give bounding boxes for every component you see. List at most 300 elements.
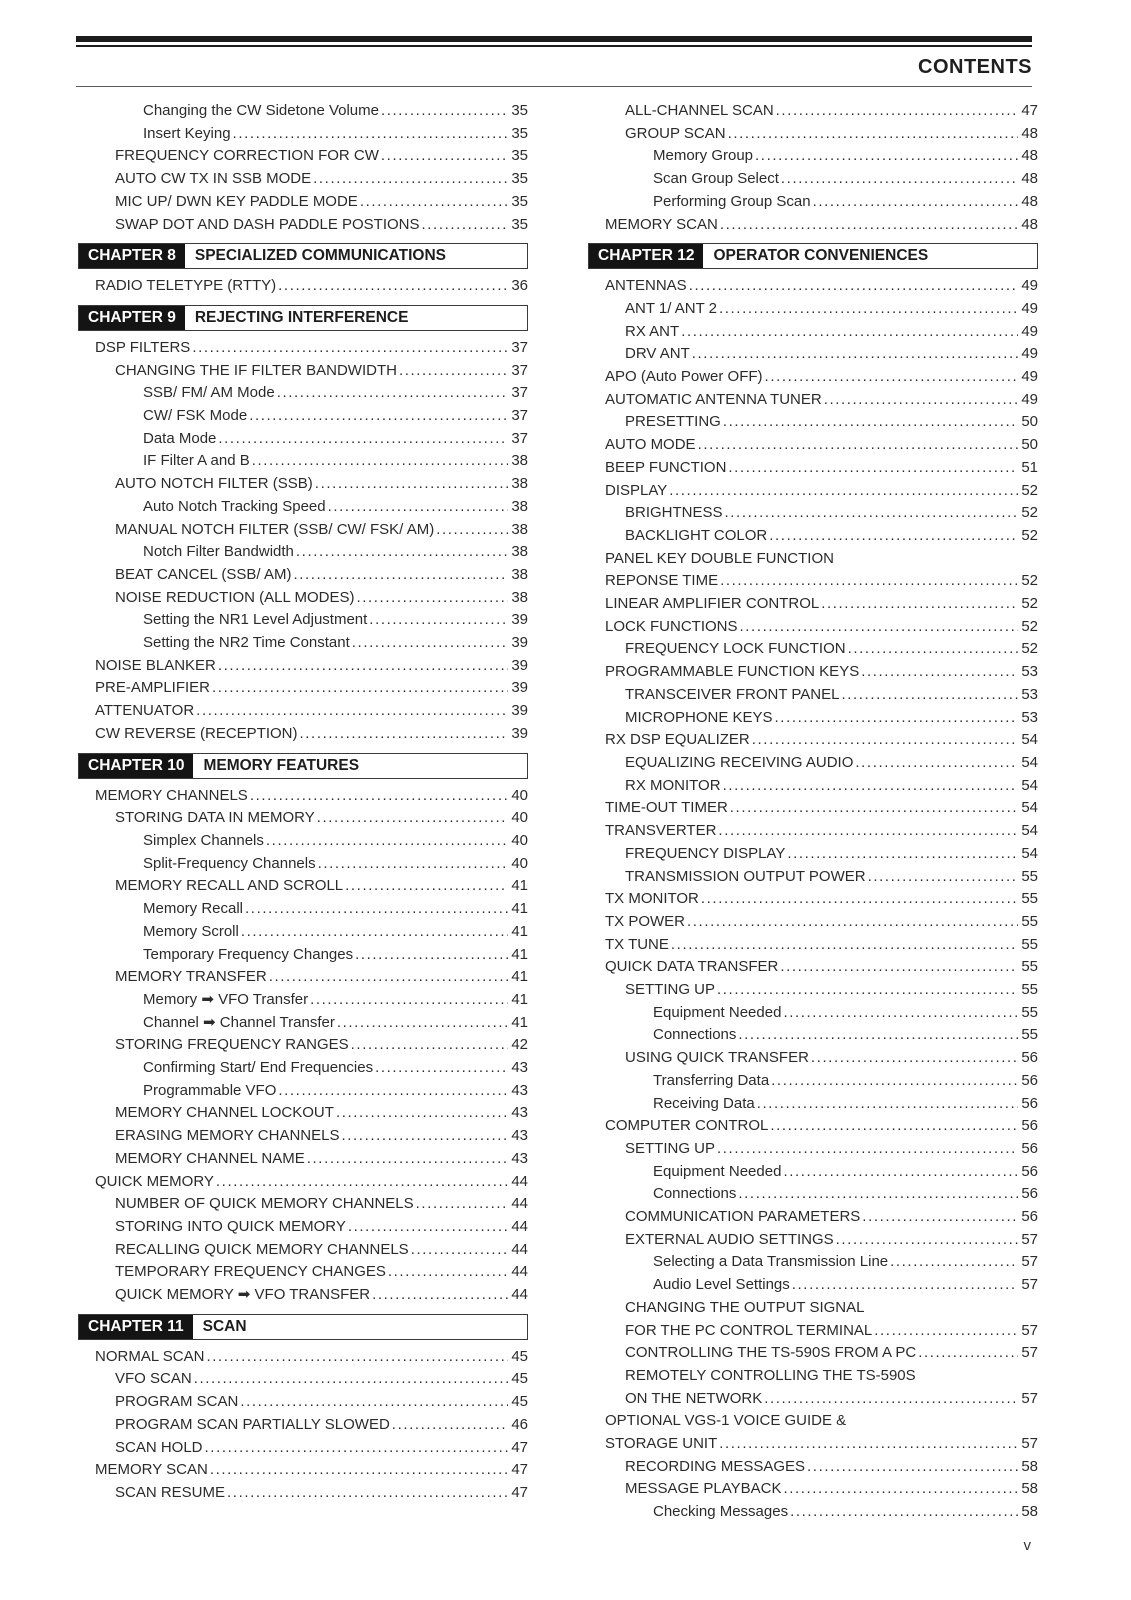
toc-entry-text: AUTO CW TX IN SSB MODE (115, 170, 312, 188)
toc-entry-text: Channel ➡ Channel Transfer (143, 1013, 335, 1031)
toc-entry (588, 1297, 1038, 1320)
toc-page-number: 53 (1021, 685, 1038, 703)
toc-page-number: 43 (511, 1149, 528, 1167)
toc-entry-text: MANUAL NOTCH FILTER (SSB/ CW/ FSK/ AM) (115, 520, 435, 538)
toc-page-number: 55 (1021, 981, 1038, 999)
toc-entry-text: SCAN HOLD (115, 1438, 203, 1456)
leader-dots (249, 405, 508, 428)
toc-page-number: 52 (1021, 595, 1038, 613)
toc-entry (78, 1391, 528, 1414)
toc-entry (588, 1138, 1038, 1161)
toc-entry (78, 100, 528, 123)
toc-entry (588, 1274, 1038, 1297)
toc-page-number: 37 (511, 407, 528, 425)
leader-dots (775, 707, 1019, 730)
toc-entry-text: VFO SCAN (115, 1370, 192, 1388)
toc-page-number: 51 (1021, 458, 1038, 476)
toc-entry (588, 1115, 1038, 1138)
toc-entry (78, 519, 528, 542)
toc-entry (588, 752, 1038, 775)
toc-entry (588, 911, 1038, 934)
toc-entry-text: MESSAGE PLAYBACK (625, 1480, 782, 1498)
leader-dots (687, 911, 1018, 934)
toc-entry-text: SCAN RESUME (115, 1483, 226, 1501)
toc-entry (78, 677, 528, 700)
toc-page-number: 37 (511, 384, 528, 402)
toc-page-number: 55 (1021, 1003, 1038, 1021)
toc-page-number: 54 (1021, 799, 1038, 817)
toc-entry (78, 450, 528, 473)
toc-page-number: 54 (1021, 753, 1038, 771)
toc-entry-text: NOISE BLANKER (95, 656, 216, 674)
leader-dots (300, 723, 509, 746)
toc-entry-text: Split-Frequency Channels (143, 854, 316, 872)
toc-page-number: 49 (1021, 390, 1038, 408)
toc-entry-text: TRANSCEIVER FRONT PANEL (625, 685, 840, 703)
toc-entry-text: CW/ FSK Mode (143, 407, 248, 425)
toc-page-number: 39 (511, 702, 528, 720)
leader-dots (848, 638, 1019, 661)
toc-entry-text: RECORDING MESSAGES (625, 1457, 806, 1475)
toc-entry (78, 1459, 528, 1482)
leader-dots (352, 632, 509, 655)
toc-page-number: 49 (1021, 277, 1038, 295)
leader-dots (360, 191, 509, 214)
toc-entry (588, 1478, 1038, 1501)
toc-entry-text: LINEAR AMPLIFIER CONTROL (605, 595, 820, 613)
leader-dots (348, 1216, 508, 1239)
toc-entry (78, 1437, 528, 1460)
toc-entry (588, 1183, 1038, 1206)
header-rule-thick (76, 36, 1032, 42)
toc-entry-text: FREQUENCY CORRECTION FOR CW (115, 147, 379, 165)
toc-entry-text: TX MONITOR (605, 890, 699, 908)
toc-entry (588, 1501, 1038, 1524)
header-rule-under (76, 86, 1032, 87)
toc-page-number: 41 (511, 990, 528, 1008)
toc-page-number: 38 (511, 520, 528, 538)
toc-entry-text: COMMUNICATION PARAMETERS (625, 1208, 861, 1226)
toc-entry (78, 168, 528, 191)
page-number: v (1023, 1537, 1031, 1554)
leader-dots (861, 661, 1018, 684)
toc-page-number: 43 (511, 1059, 528, 1077)
toc-entry-text: BEEP FUNCTION (605, 458, 727, 476)
leader-dots (345, 875, 508, 898)
toc-page-number: 56 (1021, 1117, 1038, 1135)
leader-dots (369, 609, 508, 632)
leader-dots (216, 1171, 508, 1194)
toc-entry-text: Equipment Needed (653, 1003, 782, 1021)
chapter-title: SPECIALIZED COMMUNICATIONS (194, 247, 447, 265)
leader-dots (698, 434, 1019, 457)
toc-entry (588, 100, 1038, 123)
toc-page-number: 58 (1021, 1480, 1038, 1498)
toc-entry (588, 843, 1038, 866)
leader-dots (355, 944, 508, 967)
leader-dots (381, 145, 508, 168)
chapter-badge: CHAPTER 10 (79, 754, 193, 778)
chapter-badge: CHAPTER 8 (79, 244, 185, 268)
toc-entry-text: Memory Recall (143, 900, 244, 918)
leader-dots (315, 473, 509, 496)
leader-dots (192, 337, 508, 360)
toc-entry (78, 587, 528, 610)
leader-dots (783, 1478, 1018, 1501)
leader-dots (436, 519, 508, 542)
toc-page-number: 56 (1021, 1185, 1038, 1203)
toc-entry (588, 1251, 1038, 1274)
page-header (76, 36, 1032, 87)
toc-entry (78, 921, 528, 944)
toc-entry-text: ERASING MEMORY CHANNELS (115, 1127, 340, 1145)
toc-entry (588, 145, 1038, 168)
toc-page-number: 55 (1021, 935, 1038, 953)
leader-dots (701, 888, 1018, 911)
toc-entry-text: MEMORY CHANNELS (95, 786, 248, 804)
leader-dots (206, 1346, 508, 1369)
toc-page-number: 41 (511, 945, 528, 963)
leader-dots (293, 564, 508, 587)
leader-dots (307, 1148, 509, 1171)
leader-dots (755, 145, 1018, 168)
leader-dots (855, 752, 1018, 775)
toc-entry-text: Equipment Needed (653, 1162, 782, 1180)
toc-page-number: 55 (1021, 958, 1038, 976)
toc-entry (588, 1070, 1038, 1093)
toc-entry-text: PRE-AMPLIFIER (95, 679, 211, 697)
leader-dots (769, 525, 1018, 548)
toc-entry (78, 1414, 528, 1437)
toc-entry (588, 457, 1038, 480)
leader-dots (783, 1161, 1018, 1184)
leader-dots (381, 100, 508, 123)
toc-entry-text: MEMORY SCAN (605, 215, 718, 233)
toc-page-number: 54 (1021, 822, 1038, 840)
toc-page-number: 39 (511, 634, 528, 652)
chapter-badge: CHAPTER 12 (589, 244, 703, 268)
leader-dots (210, 1459, 509, 1482)
toc-page-number: 58 (1021, 1503, 1038, 1521)
toc-entry-text: STORING FREQUENCY RANGES (115, 1036, 349, 1054)
toc-entry-text: Selecting a Data Transmission Line (653, 1253, 889, 1271)
toc-entry (78, 655, 528, 678)
toc-page-number: 49 (1021, 368, 1038, 386)
toc-entry-text: AUTO MODE (605, 436, 696, 454)
toc-page-number: 48 (1021, 170, 1038, 188)
toc-page-number: 35 (511, 170, 528, 188)
toc-entry-text: BRIGHTNESS (625, 504, 723, 522)
chapter-title: MEMORY FEATURES (203, 756, 360, 774)
toc-entry (78, 1216, 528, 1239)
toc-page-number: 54 (1021, 731, 1038, 749)
toc-page-number: 49 (1021, 299, 1038, 317)
toc-entry-text: QUICK MEMORY (95, 1172, 214, 1190)
toc-entry-text: CW REVERSE (RECEPTION) (95, 724, 298, 742)
toc-entry (78, 830, 528, 853)
toc-entry (78, 405, 528, 428)
leader-dots (241, 921, 508, 944)
toc-page-number: 58 (1021, 1457, 1038, 1475)
toc-entry (588, 1320, 1038, 1343)
toc-entry (588, 548, 1038, 571)
leader-dots (392, 1414, 509, 1437)
toc-page-number: 41 (511, 1013, 528, 1031)
toc-page-number: 55 (1021, 890, 1038, 908)
toc-entry (588, 1410, 1038, 1433)
toc-entry (78, 632, 528, 655)
leader-dots (296, 541, 508, 564)
toc-page-number: 37 (511, 338, 528, 356)
leader-dots (841, 684, 1018, 707)
toc-entry-text: Setting the NR2 Time Constant (143, 634, 350, 652)
toc-page-number: 35 (511, 102, 528, 119)
toc-entry (588, 888, 1038, 911)
toc-entry-text: GROUP SCAN (625, 124, 726, 142)
toc-page-number: 52 (1021, 617, 1038, 635)
toc-page-number: 52 (1021, 504, 1038, 522)
toc-page-number: 38 (511, 565, 528, 583)
toc-page-number: 44 (511, 1263, 528, 1281)
toc-page-number: 48 (1021, 192, 1038, 210)
toc-entry (78, 1034, 528, 1057)
toc-entry-text: EXTERNAL AUDIO SETTINGS (625, 1230, 834, 1248)
toc-page-number: 35 (511, 215, 528, 233)
leader-dots (868, 866, 1019, 889)
toc-entry (78, 1102, 528, 1125)
toc-page-number: 57 (1021, 1435, 1038, 1453)
toc-entry-text: Temporary Frequency Changes (143, 945, 354, 963)
toc-page-number: 42 (511, 1036, 528, 1054)
toc-page-number: 38 (511, 588, 528, 606)
toc-entry-text: MEMORY CHANNEL NAME (115, 1149, 305, 1167)
toc-entry (588, 729, 1038, 752)
toc-page-number: 40 (511, 786, 528, 804)
toc-entry (588, 775, 1038, 798)
toc-entry (588, 191, 1038, 214)
toc-entry (588, 321, 1038, 344)
leader-dots (681, 321, 1018, 344)
leader-dots (218, 428, 508, 451)
toc-page-number: 44 (511, 1195, 528, 1213)
toc-entry-text: MICROPHONE KEYS (625, 708, 773, 726)
toc-page-number: 44 (511, 1240, 528, 1258)
leader-dots (245, 898, 508, 921)
toc-entry (588, 123, 1038, 146)
toc-page-number: 48 (1021, 147, 1038, 165)
toc-entry (78, 944, 528, 967)
toc-entry (588, 866, 1038, 889)
toc-entry-text: RX ANT (625, 322, 680, 340)
leader-dots (422, 214, 509, 237)
toc-entry-text: DISPLAY (605, 481, 668, 499)
toc-page-number: 54 (1021, 844, 1038, 862)
toc-entry (588, 956, 1038, 979)
leader-dots (728, 457, 1018, 480)
leader-dots (328, 496, 509, 519)
leader-dots (821, 593, 1018, 616)
toc-entry-text: TX POWER (605, 912, 686, 930)
leader-dots (717, 1138, 1018, 1161)
toc-page-number: 35 (511, 147, 528, 165)
toc-page-number: 48 (1021, 124, 1038, 142)
toc-page-number: 39 (511, 656, 528, 674)
toc-entry (588, 480, 1038, 503)
toc-entry (78, 1012, 528, 1035)
toc-entry-text: RADIO TELETYPE (RTTY) (95, 277, 277, 295)
toc-page-number: 47 (1021, 102, 1038, 119)
toc-entry (588, 1388, 1038, 1411)
toc-page-number: 48 (1021, 215, 1038, 233)
toc-entry (588, 502, 1038, 525)
leader-dots (764, 1388, 1018, 1411)
toc-entry-text: QUICK MEMORY ➡ VFO TRANSFER (115, 1286, 371, 1304)
toc-entry-text: SSB/ FM/ AM Mode (143, 384, 275, 402)
toc-entry (78, 853, 528, 876)
toc-entry-text: FOR THE PC CONTROL TERMINAL (625, 1321, 873, 1339)
toc-entry (588, 343, 1038, 366)
leader-dots (250, 785, 509, 808)
leader-dots (770, 1115, 1018, 1138)
toc-entry (588, 570, 1038, 593)
toc-entry-text: SWAP DOT AND DASH PADDLE POSTIONS (115, 215, 420, 233)
toc-columns (78, 100, 1038, 1524)
toc-entry-text: Performing Group Scan (653, 192, 811, 210)
chapter-heading (78, 305, 528, 331)
toc-page-number: 45 (511, 1347, 528, 1365)
toc-entry-text: LOCK FUNCTIONS (605, 617, 738, 635)
toc-entry-text: RX MONITOR (625, 776, 721, 794)
toc-entry-text: FREQUENCY DISPLAY (625, 844, 786, 862)
header-rule-thin (76, 45, 1032, 47)
toc-entry-text: FREQUENCY LOCK FUNCTION (625, 640, 846, 658)
leader-dots (342, 1125, 509, 1148)
toc-page-number: 38 (511, 475, 528, 493)
toc-entry-text: Simplex Channels (143, 831, 264, 849)
toc-entry (588, 1342, 1038, 1365)
toc-entry-text: EQUALIZING RECEIVING AUDIO (625, 753, 854, 771)
leader-dots (310, 989, 508, 1012)
toc-entry-text: PANEL KEY DOUBLE FUNCTION (605, 549, 834, 567)
toc-entry (78, 1125, 528, 1148)
toc-entry-text: CHANGING THE IF FILTER BANDWIDTH (115, 361, 397, 379)
toc-entry-text: Transferring Data (653, 1071, 770, 1089)
page-title: CONTENTS (918, 56, 1032, 78)
toc-entry (78, 1193, 528, 1216)
toc-page-number: 49 (1021, 322, 1038, 340)
toc-page-number: 44 (511, 1217, 528, 1235)
toc-entry-text: MIC UP/ DWN KEY PADDLE MODE (115, 192, 358, 210)
leader-dots (671, 934, 1018, 957)
leader-dots (811, 1047, 1018, 1070)
leader-dots (233, 123, 509, 146)
toc-page-number: 38 (511, 543, 528, 561)
toc-entry-text: PROGRAM SCAN (115, 1393, 239, 1411)
toc-page-number: 53 (1021, 663, 1038, 681)
leader-dots (313, 168, 508, 191)
toc-entry (588, 707, 1038, 730)
toc-entry (588, 1456, 1038, 1479)
toc-entry-text: TIME-OUT TIMER (605, 799, 728, 817)
toc-entry-text: Auto Notch Tracking Speed (143, 497, 326, 515)
toc-entry-text: Notch Filter Bandwidth (143, 543, 294, 561)
toc-page-number: 56 (1021, 1094, 1038, 1112)
toc-entry-text: Memory ➡ VFO Transfer (143, 990, 309, 1008)
leader-dots (194, 1368, 509, 1391)
toc-page-number: 44 (511, 1286, 528, 1304)
toc-entry (78, 214, 528, 237)
chapter-title: REJECTING INTERFERENCE (194, 308, 409, 326)
toc-page-number: 38 (511, 452, 528, 470)
toc-page-number: 47 (511, 1438, 528, 1456)
leader-dots (196, 700, 508, 723)
toc-entry-text: REPONSE TIME (605, 572, 719, 590)
toc-entry-text: COMPUTER CONTROL (605, 1117, 769, 1135)
toc-entry (588, 820, 1038, 843)
chapter-title: SCAN (202, 1317, 247, 1335)
toc-page-number: 37 (511, 429, 528, 447)
toc-entry (588, 168, 1038, 191)
toc-entry (588, 389, 1038, 412)
toc-entry (78, 1148, 528, 1171)
toc-entry (78, 541, 528, 564)
toc-page-number: 52 (1021, 640, 1038, 658)
chapter-heading (78, 1314, 528, 1340)
toc-page-number: 45 (511, 1393, 528, 1411)
toc-entry-text: OPTIONAL VGS-1 VOICE GUIDE & (605, 1412, 847, 1430)
toc-page-number: 57 (1021, 1389, 1038, 1407)
toc-entry-text: Audio Level Settings (653, 1276, 790, 1294)
leader-dots (771, 1070, 1018, 1093)
toc-page-number: 50 (1021, 413, 1038, 431)
toc-entry (78, 966, 528, 989)
toc-entry-text: QUICK DATA TRANSFER (605, 958, 779, 976)
leader-dots (776, 100, 1019, 123)
leader-dots (277, 382, 509, 405)
toc-page-number: 56 (1021, 1139, 1038, 1157)
page-footer (1024, 1537, 1032, 1554)
toc-entry-text: NORMAL SCAN (95, 1347, 205, 1365)
toc-entry-text: IF Filter A and B (143, 452, 250, 470)
chapter-heading (78, 753, 528, 779)
toc-entry-text: STORING DATA IN MEMORY (115, 809, 315, 827)
toc-page-number: 47 (511, 1461, 528, 1479)
toc-page-number: 41 (511, 922, 528, 940)
toc-entry (588, 1047, 1038, 1070)
leader-dots (388, 1261, 508, 1284)
toc-page-number: 56 (1021, 1208, 1038, 1226)
toc-entry (588, 684, 1038, 707)
toc-entry-text: SETTING UP (625, 1139, 716, 1157)
toc-page-number: 41 (511, 900, 528, 918)
leader-dots (252, 450, 509, 473)
toc-entry-text: USING QUICK TRANSFER (625, 1049, 809, 1067)
toc-entry-text: Insert Keying (143, 124, 231, 142)
toc-entry-text: AUTO NOTCH FILTER (SSB) (115, 475, 313, 493)
toc-entry-text: Confirming Start/ End Frequencies (143, 1059, 374, 1077)
leader-dots (807, 1456, 1018, 1479)
toc-entry-text: Data Mode (143, 429, 217, 447)
toc-entry-text: DSP FILTERS (95, 338, 191, 356)
toc-entry-text: MEMORY RECALL AND SCROLL (115, 877, 344, 895)
leader-dots (372, 1284, 508, 1307)
leader-dots (738, 1024, 1018, 1047)
toc-page-number: 56 (1021, 1049, 1038, 1067)
toc-entry (78, 1171, 528, 1194)
leader-dots (669, 480, 1018, 503)
toc-entry-text: ATTENUATOR (95, 702, 195, 720)
leader-dots (278, 1080, 508, 1103)
